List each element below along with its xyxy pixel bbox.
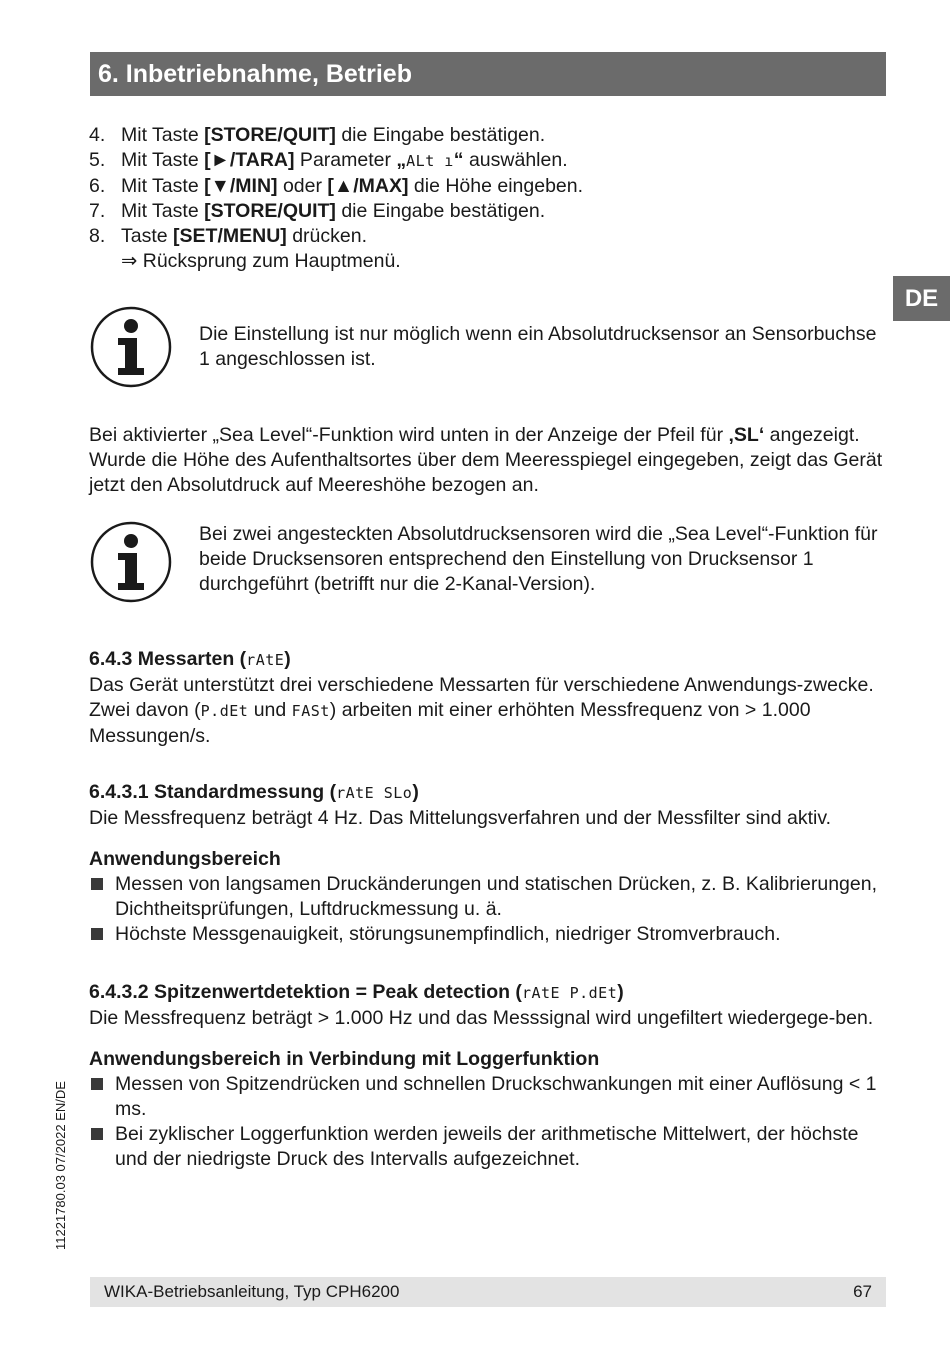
info-text: Die Einstellung ist nur möglich wenn ein Absolutdrucksensor an Sensorbuchse 1 angeschlossen ist. (199, 323, 877, 370)
section-6432 (89, 980, 889, 1172)
step-item (89, 224, 889, 249)
list-item: Messen von langsamen Druckänderungen und statischen Drücken, z. B. Kalibrierungen, Dichtheitsprüfungen, Luftdruckmessung u. ä. (89, 872, 889, 922)
info-icon (90, 521, 172, 603)
step-list (89, 123, 889, 274)
step-text: Mit Taste [STORE/QUIT] die Eingabe bestätigen. (121, 124, 546, 146)
sub-heading: Anwendungsbereich (89, 848, 281, 870)
lcd-symbol: rAtE (246, 651, 285, 669)
step-result: ⇒ Rücksprung zum Hauptmenü. (121, 250, 401, 272)
lcd-symbol: FASt (291, 702, 330, 720)
info-note (90, 521, 878, 603)
lcd-symbol: rAtE SLo (336, 784, 413, 802)
lcd-symbol: P.dEt (200, 702, 249, 720)
paragraph-sea-level: Bei aktivierter „Sea Level“-Funktion wird unten in der Anzeige der Pfeil für ‚SL‘ angezeigt. Wurde die Höhe des Aufenthaltsortes über dem Meeresspiegel eingegeben, zeigt das Gerät jetzt den Absolutdruck auf Meereshöhe bezogen an. (89, 424, 883, 496)
lcd-symbol: rAtE P.dEt (521, 984, 618, 1002)
step-number: 4. (89, 124, 106, 146)
section-6431 (89, 780, 889, 947)
list-item: Höchste Messgenauigkeit, störungsunempfindlich, niedriger Stromverbrauch. (89, 922, 889, 947)
step-number: 8. (89, 225, 106, 247)
language-tab: DE (893, 276, 950, 321)
bullet-list (89, 872, 889, 947)
info-note (90, 306, 877, 388)
section-heading: 6.4.3.2 Spitzenwertdetektion = Peak detection (rAtE P.dEt) (89, 981, 624, 1003)
step-text: Mit Taste [▼/MIN] oder [▲/MAX] die Höhe eingeben. (121, 175, 584, 197)
section-text: Das Gerät unterstützt drei verschiedene Messarten für verschiedene Anwendungs-zwecke. Zwei davon (P.dEt und FASt) arbeiten mit einer erhöhten Messfrequenz von > 1.000 Messungen/s. (89, 674, 874, 747)
sub-heading: Anwendungsbereich in Verbindung mit Loggerfunktion (89, 1048, 600, 1070)
document-code: 11221780.03 07/2022 EN/DE (53, 1081, 68, 1250)
step-number: 7. (89, 200, 106, 222)
section-title: 6. Inbetriebnahme, Betrieb (90, 52, 886, 96)
lcd-symbol: ALt ı (406, 152, 454, 170)
info-icon (90, 306, 172, 388)
info-text: Bei zwei angesteckten Absolutdrucksensoren wird die „Sea Level“-Funktion für beide Drucksensoren entsprechend den Einstellung von Drucksensor 1 durchgeführt (betrifft nur die 2-Kanal-Version). (199, 523, 878, 595)
page-number: 67 (853, 1282, 872, 1301)
bullet-list (89, 1072, 889, 1172)
step-text: Mit Taste [►/TARA] Parameter „ALt ı“ auswählen. (121, 149, 568, 171)
step-number: 6. (89, 175, 106, 197)
footer-title: WIKA-Betriebsanleitung, Typ CPH6200 (104, 1282, 400, 1301)
step-item (89, 148, 889, 174)
section-text: Die Messfrequenz beträgt 4 Hz. Das Mittelungsverfahren und der Messfilter sind aktiv. (89, 807, 832, 829)
section-text: Die Messfrequenz beträgt > 1.000 Hz und das Messsignal wird ungefiltert wiedergege-ben. (89, 1007, 874, 1029)
step-item (89, 174, 889, 199)
step-text: Mit Taste [STORE/QUIT] die Eingabe bestätigen. (121, 200, 546, 222)
step-number: 5. (89, 149, 106, 171)
list-item: Messen von Spitzendrücken und schnellen Druckschwankungen mit einer Auflösung < 1 ms. (89, 1072, 889, 1122)
step-text: Taste [SET/MENU] drücken. (121, 225, 367, 247)
section-643 (89, 647, 889, 749)
page-footer (90, 1277, 886, 1307)
step-item (89, 123, 889, 148)
section-heading: 6.4.3 Messarten (rAtE) (89, 648, 291, 670)
section-heading: 6.4.3.1 Standardmessung (rAtE SLo) (89, 781, 419, 803)
step-item (89, 199, 889, 224)
list-item: Bei zyklischer Loggerfunktion werden jeweils der arithmetische Mittelwert, der höchste und der niedrigste Druck des Intervalls aufgezeichnet. (89, 1122, 889, 1172)
